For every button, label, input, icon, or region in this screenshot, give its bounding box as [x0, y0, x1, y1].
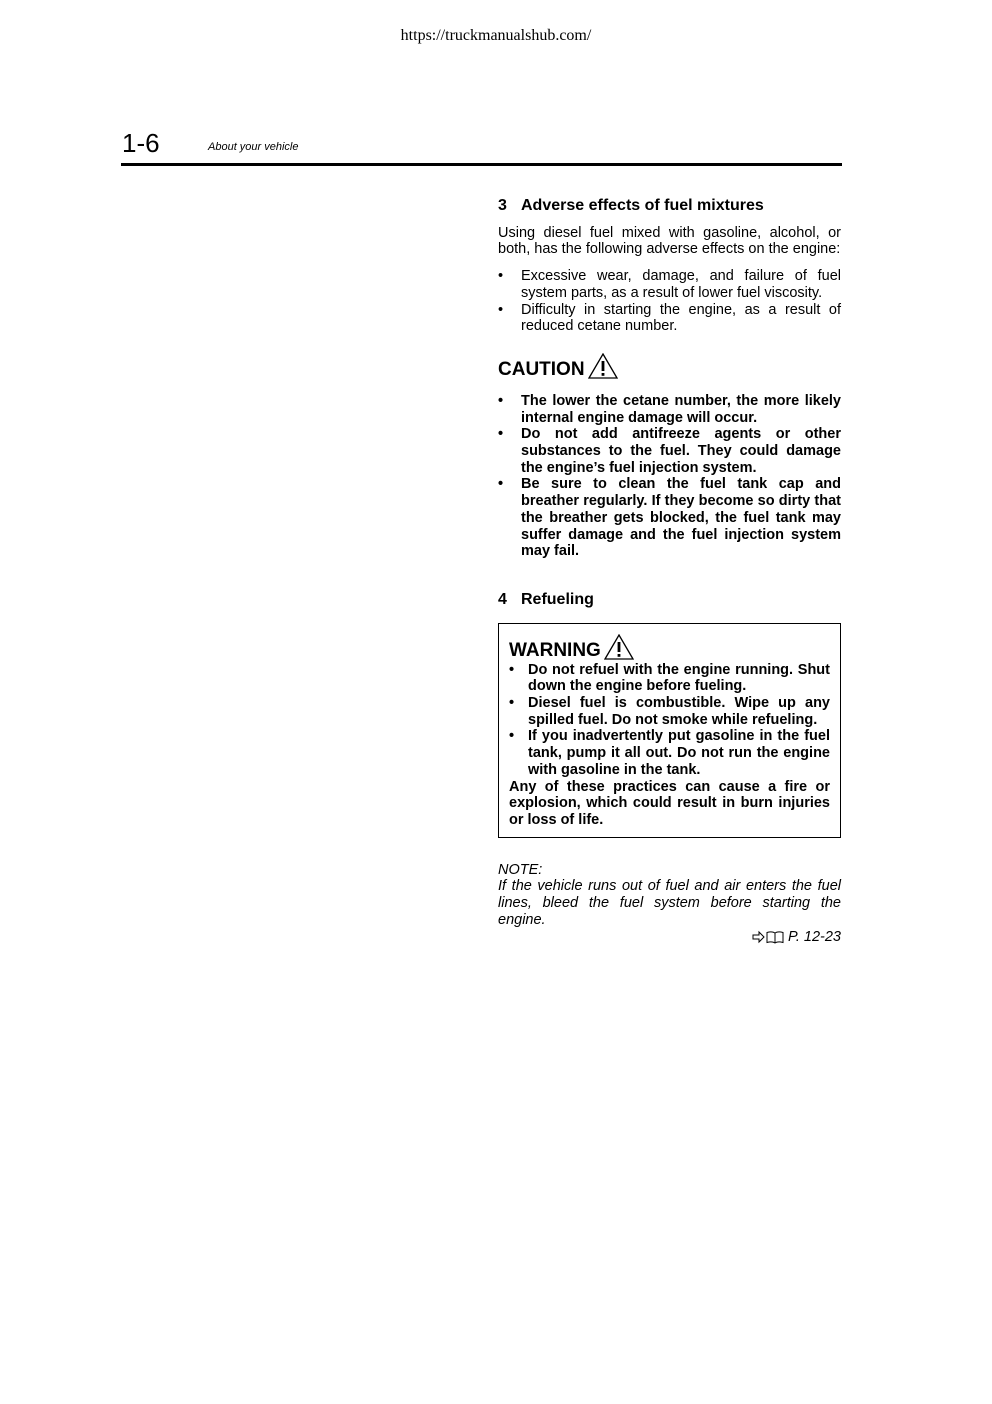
page-reference[interactable] — [498, 929, 841, 946]
list-item: • Do not add antifreeze agents or other substances to the fuel. They could damage the engine’s fuel injection system. — [498, 426, 841, 476]
section-4-title: Refueling — [521, 590, 594, 608]
main-column — [498, 198, 841, 945]
list-item: • Be sure to clean the fuel tank cap and breather regularly. If they become so dirty that the breather gets blocked, the fuel tank may suffer damage and the fuel injection system may fail. — [498, 476, 841, 560]
note-label: NOTE: — [498, 861, 543, 878]
warning-list — [509, 662, 830, 779]
warning-triangle-icon — [604, 634, 634, 660]
header-rule — [121, 163, 842, 166]
page-reference-text: P. 12-23 — [788, 928, 841, 945]
section-3-intro: Using diesel fuel mixed with gasoline, alcohol, or both, has the following adverse effects on the engine: — [498, 224, 841, 258]
section-name: About your vehicle — [208, 141, 299, 153]
warning-heading — [509, 634, 830, 660]
section-3-list — [498, 268, 841, 335]
section-3-number: 3 — [498, 197, 507, 214]
list-item: • If you inadvertently put gasoline in the fuel tank, pump it all out. Do not run the engine with gasoline in the tank. — [509, 728, 830, 778]
section-3-title: Adverse effects of fuel mixtures — [521, 197, 764, 214]
warning-triangle-icon — [588, 353, 618, 379]
section-4-heading — [498, 592, 841, 609]
warning-title: WARNING — [509, 639, 601, 661]
list-item: • Excessive wear, damage, and failure of fuel system parts, as a result of lower fuel viscosity. — [498, 268, 841, 301]
list-item: • Do not refuel with the engine running. Shut down the engine before fueling. — [509, 662, 830, 695]
list-item: • The lower the cetane number, the more likely internal engine damage will occur. — [498, 393, 841, 426]
caution-list — [498, 393, 841, 560]
caution-title: CAUTION — [498, 359, 585, 381]
section-4-number: 4 — [498, 590, 507, 608]
note-text: If the vehicle runs out of fuel and air enters the fuel lines, bleed the fuel system before starting the engine. — [498, 878, 841, 928]
list-item: • Diesel fuel is combustible. Wipe up any spilled fuel. Do not smoke while refueling. — [509, 695, 830, 728]
section-3-heading — [498, 198, 841, 215]
caution-heading — [498, 353, 841, 379]
source-url: https://truckmanualshub.com/ — [400, 27, 592, 44]
list-item: • Difficulty in starting the engine, as a result of reduced cetane number. — [498, 302, 841, 335]
arrow-book-icon — [752, 930, 784, 944]
page-number: 1-6 — [122, 128, 160, 158]
warning-consequence: Any of these practices can cause a fire or explosion, which could result in burn injuries or loss of life. — [509, 778, 830, 828]
warning-box — [498, 623, 841, 838]
